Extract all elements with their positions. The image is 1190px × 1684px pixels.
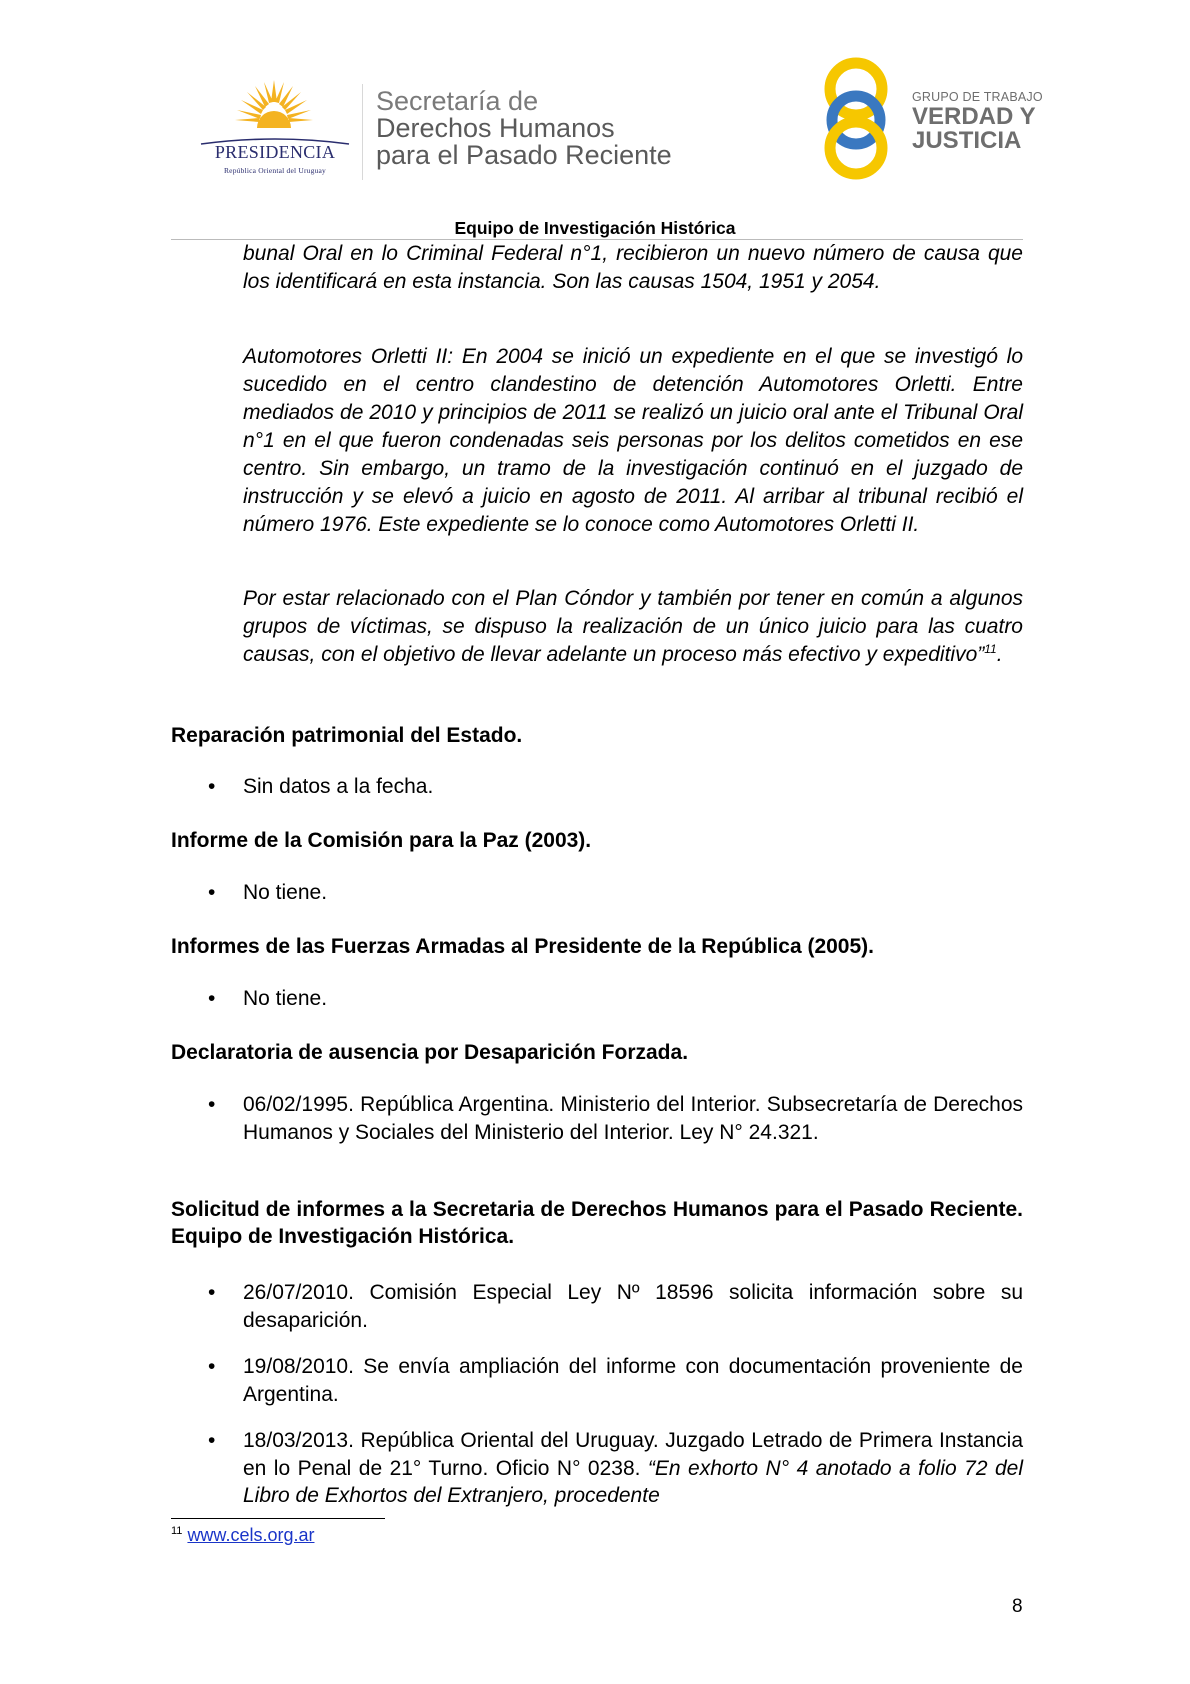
- rings-icon: [818, 56, 908, 181]
- footnote-number: 11: [171, 1525, 183, 1537]
- verdad-justicia-logo: [818, 56, 1043, 181]
- bullet-icon: •: [208, 881, 216, 904]
- paragraph-3-end: .: [996, 643, 1003, 666]
- secretaria-line-1: Secretaría de: [376, 86, 539, 116]
- vyj-title: [912, 105, 1036, 153]
- list-item-quote: “En exhorto N° 4 anotado a folio 72 del Libro de Exhortos del Extranjero, procedente: [243, 1456, 1023, 1507]
- bullet-icon: •: [208, 775, 216, 798]
- paragraph-3-text: Por estar relacionado con el Plan Cóndor y también por tener en común a algunos grupos de víctimas, se dispuso la realización de un único juicio para las cuatro causas, con el objetivo de llevar adelante un proceso más efectivo y expeditivo”: [243, 587, 1023, 666]
- secretaria-logo-text: [376, 88, 672, 169]
- presidencia-subtitle: República Oriental del Uruguay: [223, 166, 326, 175]
- section-heading-solicitud: Solicitud de informes a la Secretaria de Derechos Humanos para el Pasado Reciente. Equipo de Investigación Histórica.: [171, 1198, 1023, 1248]
- sun-emblem-icon: [235, 78, 313, 140]
- footnote-ref: 11: [984, 642, 997, 656]
- secretaria-line-2: Derechos Humanos: [376, 113, 615, 143]
- header-divider: [362, 84, 363, 180]
- header-title: Equipo de Investigación Histórica: [454, 218, 736, 238]
- list-item: [243, 1427, 1023, 1510]
- section-heading-comision-paz: Informe de la Comisión para la Paz (2003).: [171, 829, 592, 852]
- section-heading-declaratoria: Declaratoria de ausencia por Desaparición Forzada.: [171, 1041, 689, 1064]
- vyj-small-text: GRUPO DE TRABAJO: [912, 90, 1043, 104]
- page-number: 8: [1012, 1596, 1023, 1617]
- paragraph-3: [243, 585, 1023, 669]
- footnote-link[interactable]: www.cels.org.ar: [187, 1525, 315, 1545]
- presidencia-text: PRESIDENCIA: [214, 142, 336, 162]
- list-item: Sin datos a la fecha.: [243, 775, 434, 798]
- bullet-icon: •: [208, 1093, 216, 1116]
- list-item: 06/02/1995. República Argentina. Ministerio del Interior. Subsecretaría de Derechos Humanos y Sociales del Ministerio del Interior. Ley N° 24.321.: [243, 1093, 1023, 1144]
- footnote: [171, 1525, 314, 1546]
- bullet-icon: •: [208, 1281, 216, 1304]
- vyj-line-1: VERDAD Y: [912, 103, 1036, 130]
- list-item: 19/08/2010. Se envía ampliación del informe con documentación proveniente de Argentina.: [243, 1355, 1023, 1406]
- list-item: No tiene.: [243, 987, 328, 1010]
- footnote-rule: [171, 1518, 385, 1519]
- bullet-icon: •: [208, 1429, 216, 1452]
- bullet-icon: •: [208, 1355, 216, 1378]
- list-item-text: 18/03/2013. República Oriental del Uruguay. Juzgado Letrado de Primera Instancia en lo Penal de 21° Turno. Oficio N° 0238.: [243, 1429, 1023, 1480]
- list-item: 26/07/2010. Comisión Especial Ley Nº 18596 solicita información sobre su desaparición.: [243, 1281, 1023, 1332]
- bullet-icon: •: [208, 987, 216, 1010]
- paragraph-1: bunal Oral en lo Criminal Federal n°1, recibieron un nuevo número de causa que los identificará en esta instancia. Son las causas 1504, 1951 y 2054.: [243, 242, 1023, 293]
- paragraph-2: Automotores Orletti II: En 2004 se inició un expediente en el que se investigó lo sucedido en el centro clandestino de detención Automotores Orletti. Entre mediados de 2010 y principios de 2011 se realizó un juicio oral ante el Tribunal Oral n°1 en el que fueron condenadas seis personas por los delitos cometidos en ese centro. Sin embargo, un tramo de la investigación continuó en el juzgado de instrucción y se elevó a juicio en agosto de 2011. Al arribar al tribunal recibió el número 1976. Este expediente se lo conoce como Automotores Orletti II.: [243, 345, 1023, 536]
- vyj-line-2: JUSTICIA: [912, 127, 1022, 154]
- presidencia-logo: [195, 78, 355, 178]
- list-item: No tiene.: [243, 881, 328, 904]
- section-heading-reparacion: Reparación patrimonial del Estado.: [171, 724, 523, 747]
- secretaria-line-3: para el Pasado Reciente: [376, 140, 672, 170]
- section-heading-fuerzas-armadas: Informes de las Fuerzas Armadas al Presidente de la República (2005).: [171, 935, 874, 958]
